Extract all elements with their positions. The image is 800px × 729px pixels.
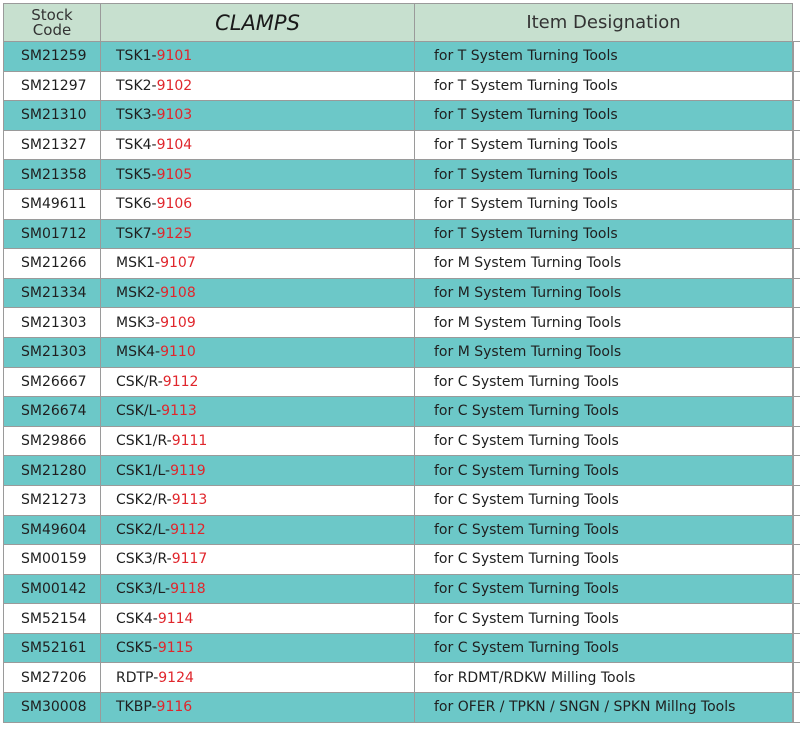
clamp-prefix: TSK4- (116, 137, 157, 154)
clamp-code-cell (101, 693, 415, 723)
clamp-code-cell (101, 456, 415, 486)
clamp-number: 9112 (170, 521, 206, 538)
clamp-code-cell (101, 219, 415, 249)
stock-code-cell: SM49611 (4, 189, 101, 219)
clamp-number: 9119 (170, 462, 206, 479)
item-designation-cell: for C System Turning Tools (415, 633, 793, 663)
row-edge (793, 663, 800, 693)
clamp-prefix: MSK4- (116, 344, 161, 361)
table-row (4, 42, 800, 72)
table-row (4, 367, 800, 397)
clamp-number: 9107 (160, 255, 196, 272)
stock-code-cell: SM30008 (4, 693, 101, 723)
item-designation-cell: for C System Turning Tools (415, 545, 793, 575)
clamp-code-cell (101, 426, 415, 456)
table-row (4, 71, 800, 101)
row-edge (793, 397, 800, 427)
clamp-number: 9112 (162, 373, 199, 390)
clamp-prefix: MSK2- (116, 285, 161, 302)
table-row (4, 515, 800, 545)
stock-code-cell: SM00142 (4, 574, 101, 604)
clamp-number: 9103 (156, 107, 193, 124)
clamp-number: 9115 (157, 640, 194, 657)
stock-code-cell: SM00159 (4, 545, 101, 575)
clamp-code-cell (101, 278, 415, 308)
item-designation-cell: for RDMT/RDKW Milling Tools (415, 663, 793, 693)
item-designation-cell: for T System Turning Tools (415, 130, 793, 160)
clamp-code-cell (101, 663, 415, 693)
clamp-number: 9113 (171, 492, 208, 509)
stock-code-cell: SM21334 (4, 278, 101, 308)
table-row (4, 308, 800, 338)
row-edge (793, 278, 800, 308)
item-designation-cell: for T System Turning Tools (415, 101, 793, 131)
row-edge (793, 485, 800, 515)
clamp-code-cell (101, 249, 415, 279)
table-row (4, 130, 800, 160)
row-edge (793, 42, 800, 72)
clamp-prefix: MSK1- (116, 255, 161, 272)
table-row (4, 219, 800, 249)
item-designation-cell: for C System Turning Tools (415, 485, 793, 515)
clamp-prefix: CSK/L- (116, 403, 162, 420)
row-edge (793, 515, 800, 545)
stock-code-cell: SM01712 (4, 219, 101, 249)
clamp-code-cell (101, 367, 415, 397)
clamp-number: 9124 (158, 669, 194, 686)
header-edge (793, 4, 800, 42)
clamp-prefix: TKBP- (116, 699, 157, 716)
clamp-code-cell (101, 130, 415, 160)
header-clamps: CLAMPS (101, 4, 415, 42)
clamp-code-cell (101, 604, 415, 634)
row-edge (793, 160, 800, 190)
clamp-prefix: TSK5- (116, 166, 157, 183)
row-edge (793, 101, 800, 131)
table-row (4, 663, 800, 693)
item-designation-cell: for M System Turning Tools (415, 249, 793, 279)
stock-code-cell: SM21327 (4, 130, 101, 160)
table-row (4, 160, 800, 190)
clamp-number: 9118 (170, 580, 206, 597)
stock-code-cell: SM21303 (4, 308, 101, 338)
item-designation-cell: for T System Turning Tools (415, 160, 793, 190)
stock-code-cell: SM49604 (4, 515, 101, 545)
clamp-number: 9108 (160, 285, 196, 302)
row-edge (793, 574, 800, 604)
clamp-code-cell (101, 101, 415, 131)
table-row (4, 337, 800, 367)
clamp-prefix: TSK1- (116, 48, 157, 65)
clamp-code-cell (101, 189, 415, 219)
table-row (4, 189, 800, 219)
item-designation-cell: for T System Turning Tools (415, 42, 793, 72)
row-edge (793, 604, 800, 634)
stock-code-cell: SM52161 (4, 633, 101, 663)
stock-code-cell: SM26674 (4, 397, 101, 427)
item-designation-cell: for C System Turning Tools (415, 574, 793, 604)
row-edge (793, 456, 800, 486)
item-designation-cell: for M System Turning Tools (415, 308, 793, 338)
row-edge (793, 308, 800, 338)
row-edge (793, 545, 800, 575)
clamp-code-cell (101, 485, 415, 515)
row-edge (793, 189, 800, 219)
clamp-code-cell (101, 337, 415, 367)
table-row (4, 101, 800, 131)
stock-code-cell: SM21310 (4, 101, 101, 131)
clamp-number: 9116 (156, 699, 193, 716)
item-designation-cell: for T System Turning Tools (415, 189, 793, 219)
row-edge (793, 426, 800, 456)
header-row (4, 4, 800, 42)
stock-code-cell: SM29866 (4, 426, 101, 456)
table-row (4, 456, 800, 486)
row-edge (793, 219, 800, 249)
stock-code-cell: SM21297 (4, 71, 101, 101)
clamp-number: 9110 (160, 344, 196, 361)
row-edge (793, 367, 800, 397)
clamp-number: 9114 (157, 610, 194, 627)
item-designation-cell: for C System Turning Tools (415, 604, 793, 634)
item-designation-cell: for C System Turning Tools (415, 426, 793, 456)
item-designation-cell: for T System Turning Tools (415, 71, 793, 101)
clamp-number: 9104 (156, 137, 193, 154)
header-stock-code: Stock Code (4, 4, 101, 42)
clamp-prefix: CSK2/L- (116, 521, 171, 538)
table-row (4, 604, 800, 634)
table-row (4, 426, 800, 456)
table-row (4, 693, 800, 723)
table-row (4, 397, 800, 427)
clamp-prefix: CSK5- (116, 640, 158, 657)
clamp-code-cell (101, 42, 415, 72)
clamp-number: 9106 (156, 196, 193, 213)
clamp-prefix: CSK4- (116, 610, 158, 627)
clamp-prefix: CSK/R- (116, 373, 163, 390)
item-designation-cell: for OFER / TPKN / SNGN / SPKN Millng Tools (415, 693, 793, 723)
clamp-number: 9101 (156, 48, 193, 65)
stock-code-cell: SM26667 (4, 367, 101, 397)
table-row (4, 278, 800, 308)
item-designation-cell: for C System Turning Tools (415, 515, 793, 545)
clamp-code-cell (101, 515, 415, 545)
clamp-number: 9125 (156, 225, 193, 242)
stock-code-cell: SM21280 (4, 456, 101, 486)
stock-code-cell: SM27206 (4, 663, 101, 693)
clamp-code-cell (101, 308, 415, 338)
stock-code-cell: SM21358 (4, 160, 101, 190)
clamp-prefix: MSK3- (116, 314, 161, 331)
row-edge (793, 693, 800, 723)
clamp-prefix: CSK1/L- (116, 462, 171, 479)
table-row (4, 633, 800, 663)
clamp-number: 9117 (171, 551, 208, 568)
item-designation-cell: for M System Turning Tools (415, 278, 793, 308)
clamp-code-cell (101, 397, 415, 427)
clamp-prefix: TSK6- (116, 196, 157, 213)
stock-code-cell: SM21273 (4, 485, 101, 515)
clamp-number: 9102 (156, 77, 193, 94)
clamp-number: 9109 (160, 314, 196, 331)
row-edge (793, 337, 800, 367)
clamp-code-cell (101, 160, 415, 190)
item-designation-cell: for T System Turning Tools (415, 219, 793, 249)
table-body (4, 42, 800, 723)
clamp-code-cell (101, 574, 415, 604)
stock-code-cell: SM21259 (4, 42, 101, 72)
row-edge (793, 249, 800, 279)
item-designation-cell: for C System Turning Tools (415, 367, 793, 397)
clamp-number: 9111 (171, 433, 208, 450)
item-designation-cell: for M System Turning Tools (415, 337, 793, 367)
clamps-table (3, 3, 800, 723)
clamp-prefix: TSK7- (116, 225, 157, 242)
stock-code-cell: SM52154 (4, 604, 101, 634)
stock-code-cell: SM21266 (4, 249, 101, 279)
clamp-number: 9113 (161, 403, 197, 420)
clamp-code-cell (101, 545, 415, 575)
table-row (4, 249, 800, 279)
item-designation-cell: for C System Turning Tools (415, 456, 793, 486)
stock-code-cell: SM21303 (4, 337, 101, 367)
clamp-prefix: CSK1/R- (116, 433, 172, 450)
row-edge (793, 71, 800, 101)
table-row (4, 485, 800, 515)
table-row (4, 574, 800, 604)
clamp-prefix: RDTP- (116, 669, 159, 686)
clamp-prefix: CSK3/L- (116, 580, 171, 597)
row-edge (793, 130, 800, 160)
row-edge (793, 633, 800, 663)
clamp-code-cell (101, 71, 415, 101)
table-row (4, 545, 800, 575)
clamp-number: 9105 (156, 166, 193, 183)
clamp-prefix: CSK3/R- (116, 551, 172, 568)
header-item-designation: Item Designation (415, 4, 793, 42)
clamp-prefix: TSK2- (116, 77, 157, 94)
item-designation-cell: for C System Turning Tools (415, 397, 793, 427)
clamp-code-cell (101, 633, 415, 663)
clamp-prefix: TSK3- (116, 107, 157, 124)
clamp-prefix: CSK2/R- (116, 492, 172, 509)
